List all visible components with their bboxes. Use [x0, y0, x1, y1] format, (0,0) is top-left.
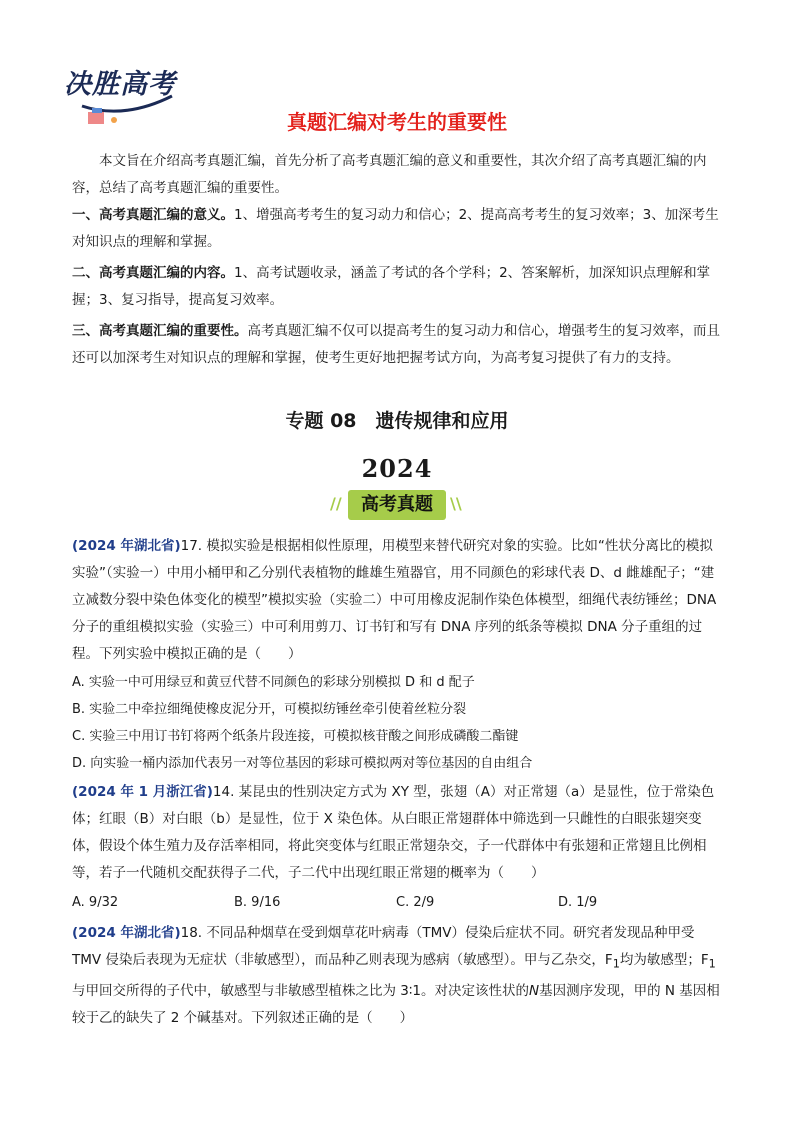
q18-stem-a: 不同品种烟草在受到烟草花叶病毒（TMV）侵染后症状不同。研究者发现品种甲受 TMV 侵染后表现为无症状（非敏感型），而品种乙则表现为感病（敏感型）。甲与乙杂交，F: [72, 925, 695, 968]
q14-source: (2024 年 1 月浙江省): [72, 784, 213, 800]
slash-left-icon: //: [330, 494, 342, 513]
q17-option-b: B. 实验二中牵拉细绳使橡皮泥分开，可模拟纺锤丝牵引使着丝粒分裂: [72, 702, 467, 717]
q14-option-c: C. 2/9: [396, 895, 435, 910]
year-heading: 2024: [361, 454, 433, 483]
section-2-heading: 二、高考真题汇编的内容。: [72, 265, 234, 281]
q18-stem-c: 与甲回交所得的子代中，敏感型与非敏感型植株之比为 3∶1。对决定该性状的: [72, 982, 529, 999]
q14-option-d: D. 1/9: [558, 895, 598, 910]
slash-right-icon: \\: [450, 494, 462, 513]
page-title: 真题汇编对考生的重要性: [287, 110, 507, 134]
q17-number: 17.: [180, 538, 203, 554]
section-1-body: 1、增强高考考生的复习动力和信心；2、提高高考考生的复习效率；3、加深考生对知识点的理解和掌握。: [72, 207, 719, 250]
question-17: [72, 533, 722, 668]
q17-option-d: D. 向实验一桶内添加代表另一对等位基因的彩球可模拟两对等位基因的自由组合: [72, 756, 533, 771]
q18-stem-d: 基因测序发现，甲的 N 基因相较于乙的缺失了 2 个碱基对。下列叙述正确的是（ ）: [72, 982, 720, 1026]
logo-text: 决胜高考: [64, 69, 176, 100]
q17-option-a: A. 实验一中可用绿豆和黄豆代替不同颜色的彩球分别模拟 D 和 d 配子: [72, 675, 475, 690]
section-3-heading: 三、高考真题汇编的重要性。: [72, 323, 248, 339]
q18-source: (2024 年湖北省): [72, 925, 181, 941]
q18-gene: N: [528, 982, 540, 999]
section-3: [72, 318, 722, 372]
q17-option-c: C. 实验三中用订书钉将两个纸条片段连接，可模拟核苷酸之间形成磷酸二酯键: [72, 729, 519, 744]
q17-stem: 模拟实验是根据相似性原理，用模型来替代研究对象的实验。比如“性状分离比的模拟实验”（实验一）中用小桶甲和乙分别代表植物的雌雄生殖器官，用不同颜色的彩球代表 D、d 雌雄配子；“建立减数分裂中染色体变化的模型”模拟实验（实验二）中可用橡皮泥制作染色体模型，细绳代表纺锤丝；DNA 分子的重组模拟实验（实验三）中可利用剪刀、订书钉和写有 DNA 序列的纸条等模拟 DNA 分子重组的过程。下列实验中模拟正确的是（ ）: [72, 538, 717, 662]
badge-label: 高考真题: [348, 490, 446, 520]
badge: [330, 490, 464, 524]
q14-stem: 某昆虫的性别决定方式为 XY 型，张翅（A）对正常翅（a）是显性，位于常染色体；红眼（B）对白眼（b）是显性，位于 X 染色体。从白眼正常翅群体中筛选到一只雌性的白眼张翅突变体，假设个体生殖力及存活率相同，将此突变体与红眼正常翅杂交，子一代群体中有张翅和正常翅且比例相等，若子一代随机交配获得子二代，子二代中出现红眼正常翅的概率为（ ）: [72, 784, 715, 881]
section-3-body: 高考真题汇编不仅可以提高考生的复习动力和信心，增强考生的复习效率，而且还可以加深考生对知识点的理解和掌握，使考生更好地把握考试方向，为高考复习提供了有力的支持。: [72, 323, 720, 366]
question-14: [72, 779, 722, 887]
topic-heading: 专题 08 遗传规律和应用: [285, 410, 509, 432]
intro-paragraph: 本文旨在介绍高考真题汇编，首先分析了高考真题汇编的意义和重要性，其次介绍了高考真题汇编的内容，总结了高考真题汇编的重要性。: [72, 153, 707, 196]
section-1: [72, 202, 722, 256]
section-1-heading: 一、高考真题汇编的意义。: [72, 207, 234, 223]
q18-number: 18.: [180, 925, 203, 941]
section-2-body: 1、高考试题收录，涵盖了考试的各个学科；2、答案解析，加深知识点理解和掌握；3、复习指导，提高复习效率。: [72, 265, 711, 308]
q14-option-b: B. 9/16: [234, 895, 281, 910]
q18-sub-1: 1: [612, 957, 620, 971]
q17-source: (2024 年湖北省): [72, 538, 181, 554]
q14-number: 14.: [212, 784, 235, 800]
q18-sub-2: 1: [708, 957, 716, 971]
section-2: [72, 260, 722, 314]
q14-option-a: A. 9/32: [72, 895, 119, 910]
question-18: [72, 920, 722, 1032]
q18-stem-b: 均为敏感型；F: [619, 952, 709, 968]
